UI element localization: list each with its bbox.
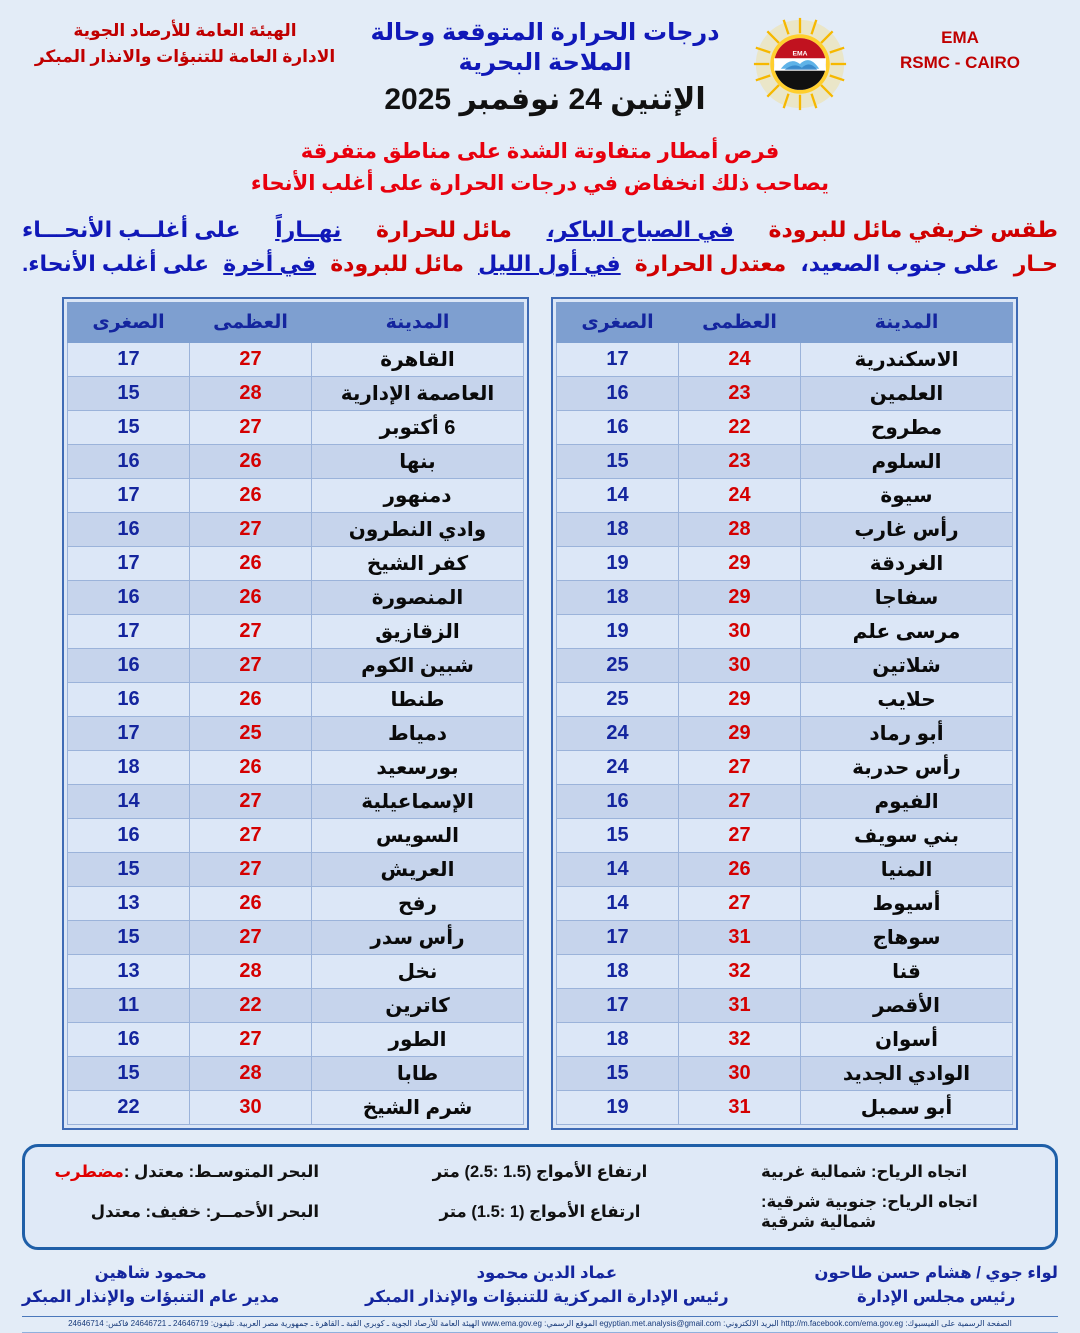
cell-max-temp: 28 (190, 377, 312, 411)
cell-max-temp: 27 (190, 615, 312, 649)
page-footer (0, 1262, 1080, 1333)
cell-city: طنطا (312, 683, 524, 717)
cell-max-temp: 23 (679, 445, 801, 479)
narrative-seg-2f: في أخرة (223, 251, 317, 277)
header-max: العظمى (679, 303, 801, 343)
cell-max-temp: 24 (679, 343, 801, 377)
cell-max-temp: 30 (679, 1057, 801, 1091)
cell-min-temp: 13 (68, 887, 190, 921)
marine-row-redsea (43, 1187, 1037, 1237)
table-row (68, 479, 524, 513)
marine-conditions-box (22, 1144, 1058, 1250)
org-department-name: الادارة العامة للتنبؤات والانذار المبكر (34, 46, 336, 66)
cell-max-temp: 26 (190, 547, 312, 581)
cell-city: وادي النطرون (312, 513, 524, 547)
org-authority-name: الهيئة العامة للأرصاد الجوية (73, 21, 297, 40)
signature-3-title: رئيس مجلس الإدارة (856, 1288, 1016, 1307)
cell-max-temp: 31 (679, 921, 801, 955)
temperature-table-right (67, 302, 524, 1125)
table-row (68, 921, 524, 955)
cell-min-temp: 17 (68, 717, 190, 751)
cell-min-temp: 17 (68, 343, 190, 377)
cell-max-temp: 32 (679, 955, 801, 989)
cell-city: طابا (312, 1057, 524, 1091)
mediterranean-sea-state (49, 1162, 319, 1182)
header-min: الصغرى (68, 303, 190, 343)
cell-min-temp: 14 (557, 887, 679, 921)
header-city: المدينة (801, 303, 1013, 343)
cell-city: شبين الكوم (312, 649, 524, 683)
cell-max-temp: 29 (679, 717, 801, 751)
table-row (557, 1091, 1013, 1125)
cell-city: سيوة (801, 479, 1013, 513)
cell-city: الزقازيق (312, 615, 524, 649)
page-title: درجات الحرارة المتوقعة وحالة الملاحة البحرية (370, 19, 720, 76)
header-min: الصغرى (557, 303, 679, 343)
table-row (68, 649, 524, 683)
cell-min-temp: 25 (557, 683, 679, 717)
cell-city: كاترين (312, 989, 524, 1023)
signature-1-title: مدير عام التنبؤات والإنذار المبكر (22, 1288, 280, 1307)
mediterranean-wave-height: ارتفاع الأمواج (1.5 :2.5) متر (432, 1163, 648, 1182)
cell-min-temp: 18 (557, 581, 679, 615)
cell-max-temp: 27 (190, 411, 312, 445)
cell-min-temp: 17 (68, 615, 190, 649)
cell-city: سفاجا (801, 581, 1013, 615)
cell-min-temp: 17 (68, 479, 190, 513)
table-row (557, 989, 1013, 1023)
cell-city: الطور (312, 1023, 524, 1057)
cell-city: رأس غارب (801, 513, 1013, 547)
cell-max-temp: 26 (679, 853, 801, 887)
table-row (557, 649, 1013, 683)
narrative-seg-1b: في الصباح الباكر، (546, 217, 734, 242)
cell-city: سوهاج (801, 921, 1013, 955)
narrative-seg-2g: على أغلب الأنحاء. (22, 251, 210, 277)
cell-max-temp: 27 (679, 751, 801, 785)
table-row (68, 615, 524, 649)
cell-city: الفيوم (801, 785, 1013, 819)
signature-2 (365, 1262, 729, 1310)
table-row (557, 887, 1013, 921)
mediterranean-label: البحر المتوسـط: معتدل : (123, 1163, 319, 1182)
cell-min-temp: 16 (68, 1023, 190, 1057)
table-row (557, 955, 1013, 989)
cell-max-temp: 26 (190, 887, 312, 921)
cell-city: السويس (312, 819, 524, 853)
forecast-narrative (0, 213, 1080, 281)
cell-min-temp: 17 (68, 547, 190, 581)
narrative-line-2 (22, 247, 1058, 281)
table-row (68, 819, 524, 853)
table-row (557, 921, 1013, 955)
table-row (68, 1057, 524, 1091)
cell-city: العلمين (801, 377, 1013, 411)
cell-city: 6 أكتوبر (312, 411, 524, 445)
table-row (557, 785, 1013, 819)
header-city: المدينة (312, 303, 524, 343)
cell-min-temp: 17 (557, 343, 679, 377)
cell-city: الوادي الجديد (801, 1057, 1013, 1091)
table-row (68, 411, 524, 445)
cell-min-temp: 15 (68, 411, 190, 445)
narrative-seg-2a: حـار (1013, 251, 1058, 277)
signature-1 (22, 1262, 279, 1310)
cell-min-temp: 13 (68, 955, 190, 989)
cell-min-temp: 19 (557, 1091, 679, 1125)
cell-min-temp: 15 (68, 1057, 190, 1091)
table-left-body (557, 343, 1013, 1125)
cell-max-temp: 27 (190, 343, 312, 377)
signature-1-name: محمود شاهين (94, 1264, 207, 1283)
table-row (557, 581, 1013, 615)
cell-city: دمياط (312, 717, 524, 751)
cell-city: كفر الشيخ (312, 547, 524, 581)
cell-max-temp: 29 (679, 581, 801, 615)
cell-max-temp: 26 (190, 751, 312, 785)
cell-city: الأقصر (801, 989, 1013, 1023)
cell-min-temp: 19 (557, 547, 679, 581)
cell-min-temp: 15 (68, 853, 190, 887)
cell-city: مرسى علم (801, 615, 1013, 649)
signature-2-name: عماد الدين محمود (476, 1264, 618, 1283)
alert-line-2: يصاحب ذلك انخفاض في درجات الحرارة على أغلب الأنحاء (250, 171, 830, 195)
cell-city: قنا (801, 955, 1013, 989)
cell-max-temp: 29 (679, 683, 801, 717)
table-row (68, 1091, 524, 1125)
table-row (557, 615, 1013, 649)
alert-line-1: فرص أمطار متفاوتة الشدة على مناطق متفرقة (300, 140, 780, 163)
cell-min-temp: 18 (68, 751, 190, 785)
table-row (68, 547, 524, 581)
cell-max-temp: 26 (190, 445, 312, 479)
cell-city: أسيوط (801, 887, 1013, 921)
signature-3 (814, 1262, 1058, 1310)
table-row (557, 1057, 1013, 1091)
cell-max-temp: 31 (679, 989, 801, 1023)
cell-min-temp: 14 (557, 479, 679, 513)
table-row (557, 717, 1013, 751)
cell-city: بورسعيد (312, 751, 524, 785)
cell-max-temp: 26 (190, 683, 312, 717)
cell-city: مطروح (801, 411, 1013, 445)
table-row (68, 513, 524, 547)
cell-city: شلاتين (801, 649, 1013, 683)
narrative-seg-1d: نهــاراً (275, 217, 342, 242)
table-row (68, 343, 524, 377)
cell-max-temp: 27 (190, 853, 312, 887)
cell-max-temp: 22 (190, 989, 312, 1023)
cell-city: العريش (312, 853, 524, 887)
table-row (557, 513, 1013, 547)
cell-min-temp: 18 (557, 955, 679, 989)
cell-city: المنصورة (312, 581, 524, 615)
cell-city: رأس سدر (312, 921, 524, 955)
cell-min-temp: 17 (557, 921, 679, 955)
cell-city: بنها (312, 445, 524, 479)
table-row (68, 751, 524, 785)
footer-contact-line: الصفحة الرسمية على الفيسبوك: http://m.facebook.com/ema.gov.eg البريد الالكتروني: egyptian.met.analysis@gmail.com الموقع الرسمي: www.ema.gov.eg الهيئة العامة للأرصاد الجوية ـ كوبري القبة ـ القاهرة ـ جمهورية مصر العربية. تليفون: 24646719 ـ 24646721 فاكس: 24646714 (68, 1319, 1012, 1329)
signature-row (22, 1262, 1058, 1310)
ema-sun-logo (752, 16, 848, 112)
organization-block (20, 10, 350, 69)
narrative-seg-1a: طقس خريفي مائل للبرودة (768, 217, 1058, 242)
temperature-table-left (556, 302, 1013, 1125)
cell-max-temp: 27 (679, 785, 801, 819)
cell-min-temp: 16 (557, 377, 679, 411)
cell-min-temp: 17 (557, 989, 679, 1023)
svg-text:EMA: EMA (792, 50, 808, 58)
cell-city: الغردقة (801, 547, 1013, 581)
cell-min-temp: 15 (557, 445, 679, 479)
table-row (557, 853, 1013, 887)
cell-max-temp: 30 (679, 615, 801, 649)
cell-max-temp: 27 (679, 887, 801, 921)
mediterranean-wind-direction: اتجاه الرياح: شمالية غربية (761, 1163, 968, 1182)
rsmc-cairo-label: RSMC - CAIRO (900, 52, 1020, 72)
table-row (557, 683, 1013, 717)
cell-min-temp: 15 (557, 1057, 679, 1091)
cell-max-temp: 27 (679, 819, 801, 853)
table-row (68, 445, 524, 479)
table-row (68, 683, 524, 717)
table-row (68, 377, 524, 411)
cell-max-temp: 25 (190, 717, 312, 751)
weather-alert (0, 136, 1080, 199)
rsmc-block (860, 10, 1060, 75)
cell-city: نخل (312, 955, 524, 989)
cell-min-temp: 11 (68, 989, 190, 1023)
cell-max-temp: 27 (190, 649, 312, 683)
table-row (68, 717, 524, 751)
narrative-line-1 (22, 213, 1058, 247)
cell-max-temp: 27 (190, 819, 312, 853)
table-right-body (68, 343, 524, 1125)
cell-max-temp: 26 (190, 581, 312, 615)
cell-max-temp: 23 (679, 377, 801, 411)
table-row (557, 377, 1013, 411)
cell-city: أبو سمبل (801, 1091, 1013, 1125)
cell-min-temp: 25 (557, 649, 679, 683)
cell-city: رأس حدربة (801, 751, 1013, 785)
temperature-tables (0, 297, 1080, 1130)
cell-min-temp: 16 (68, 683, 190, 717)
table-row (557, 751, 1013, 785)
signature-2-title: رئيس الإدارة المركزية للتنبؤات والإنذار المبكر (365, 1288, 729, 1307)
table-row (557, 411, 1013, 445)
cell-city: رفح (312, 887, 524, 921)
table-row (68, 853, 524, 887)
cell-max-temp: 27 (190, 513, 312, 547)
cell-min-temp: 18 (557, 1023, 679, 1057)
cell-city: بني سويف (801, 819, 1013, 853)
cell-city: شرم الشيخ (312, 1091, 524, 1125)
redsea-wind-direction: اتجاه الرياح: جنوبية شرقية: شمالية شرقية (761, 1193, 978, 1232)
cell-max-temp: 30 (190, 1091, 312, 1125)
cell-max-temp: 28 (190, 1057, 312, 1091)
cell-max-temp: 26 (190, 479, 312, 513)
cell-max-temp: 28 (679, 513, 801, 547)
cell-max-temp: 24 (679, 479, 801, 513)
cell-city: المنيا (801, 853, 1013, 887)
cell-max-temp: 27 (190, 785, 312, 819)
table-row (68, 887, 524, 921)
cell-min-temp: 16 (68, 581, 190, 615)
table-row (68, 785, 524, 819)
header-max: العظمى (190, 303, 312, 343)
table-row (557, 343, 1013, 377)
cell-min-temp: 16 (68, 513, 190, 547)
cell-min-temp: 14 (557, 853, 679, 887)
table-row (557, 819, 1013, 853)
cell-min-temp: 15 (557, 819, 679, 853)
table-row (68, 1023, 524, 1057)
cell-min-temp: 16 (68, 819, 190, 853)
logo-container (740, 10, 860, 112)
narrative-seg-2e: مائل للبرودة (330, 251, 464, 277)
cell-min-temp: 16 (68, 649, 190, 683)
cell-max-temp: 31 (679, 1091, 801, 1125)
table-row (557, 445, 1013, 479)
cell-min-temp: 22 (68, 1091, 190, 1125)
cell-max-temp: 28 (190, 955, 312, 989)
marine-row-mediterranean (43, 1157, 1037, 1187)
narrative-seg-1e: على أغلــب الأنحـــاء (22, 217, 241, 242)
cell-min-temp: 18 (557, 513, 679, 547)
table-row (557, 547, 1013, 581)
narrative-seg-2c: معتدل الحرارة (634, 251, 787, 277)
table-row (68, 989, 524, 1023)
cell-max-temp: 29 (679, 547, 801, 581)
narrative-seg-2b: على جنوب الصعيد، (800, 251, 1000, 277)
cell-min-temp: 15 (68, 377, 190, 411)
cell-max-temp: 27 (190, 1023, 312, 1057)
cell-min-temp: 16 (557, 411, 679, 445)
mediterranean-state-value: مضطرب (54, 1163, 124, 1182)
table-row (68, 955, 524, 989)
table-right-box (62, 297, 529, 1130)
cell-city: حلايب (801, 683, 1013, 717)
table-left-box (551, 297, 1018, 1130)
cell-city: أبو رماد (801, 717, 1013, 751)
cell-min-temp: 15 (68, 921, 190, 955)
cell-city: الإسماعيلية (312, 785, 524, 819)
cell-max-temp: 27 (190, 921, 312, 955)
table-header-row (68, 303, 524, 343)
table-header-row (557, 303, 1013, 343)
cell-min-temp: 16 (68, 445, 190, 479)
cell-city: السلوم (801, 445, 1013, 479)
cell-city: القاهرة (312, 343, 524, 377)
cell-city: العاصمة الإدارية (312, 377, 524, 411)
cell-city: دمنهور (312, 479, 524, 513)
signature-3-name: لواء جوي / هشام حسن طاحون (814, 1264, 1058, 1283)
cell-max-temp: 22 (679, 411, 801, 445)
ema-label: EMA (941, 28, 979, 47)
redsea-wave-height: ارتفاع الأمواج (1 :1.5) متر (439, 1203, 641, 1222)
narrative-seg-2d: في أول الليل (478, 251, 621, 277)
table-row (68, 581, 524, 615)
cell-min-temp: 19 (557, 615, 679, 649)
narrative-seg-1c: مائل للحرارة (376, 217, 512, 242)
table-row (557, 1023, 1013, 1057)
forecast-date: الإثنين 24 نوفمبر 2025 (384, 83, 706, 116)
cell-min-temp: 16 (557, 785, 679, 819)
table-row (557, 479, 1013, 513)
title-block (350, 10, 740, 119)
cell-min-temp: 24 (557, 717, 679, 751)
page-header (0, 0, 1080, 120)
cell-min-temp: 14 (68, 785, 190, 819)
cell-city: أسوان (801, 1023, 1013, 1057)
redsea-sea-state: البحر الأحمــر: خفيف: معتدل (90, 1203, 319, 1222)
cell-min-temp: 24 (557, 751, 679, 785)
cell-max-temp: 30 (679, 649, 801, 683)
cell-max-temp: 32 (679, 1023, 801, 1057)
cell-city: الاسكندرية (801, 343, 1013, 377)
